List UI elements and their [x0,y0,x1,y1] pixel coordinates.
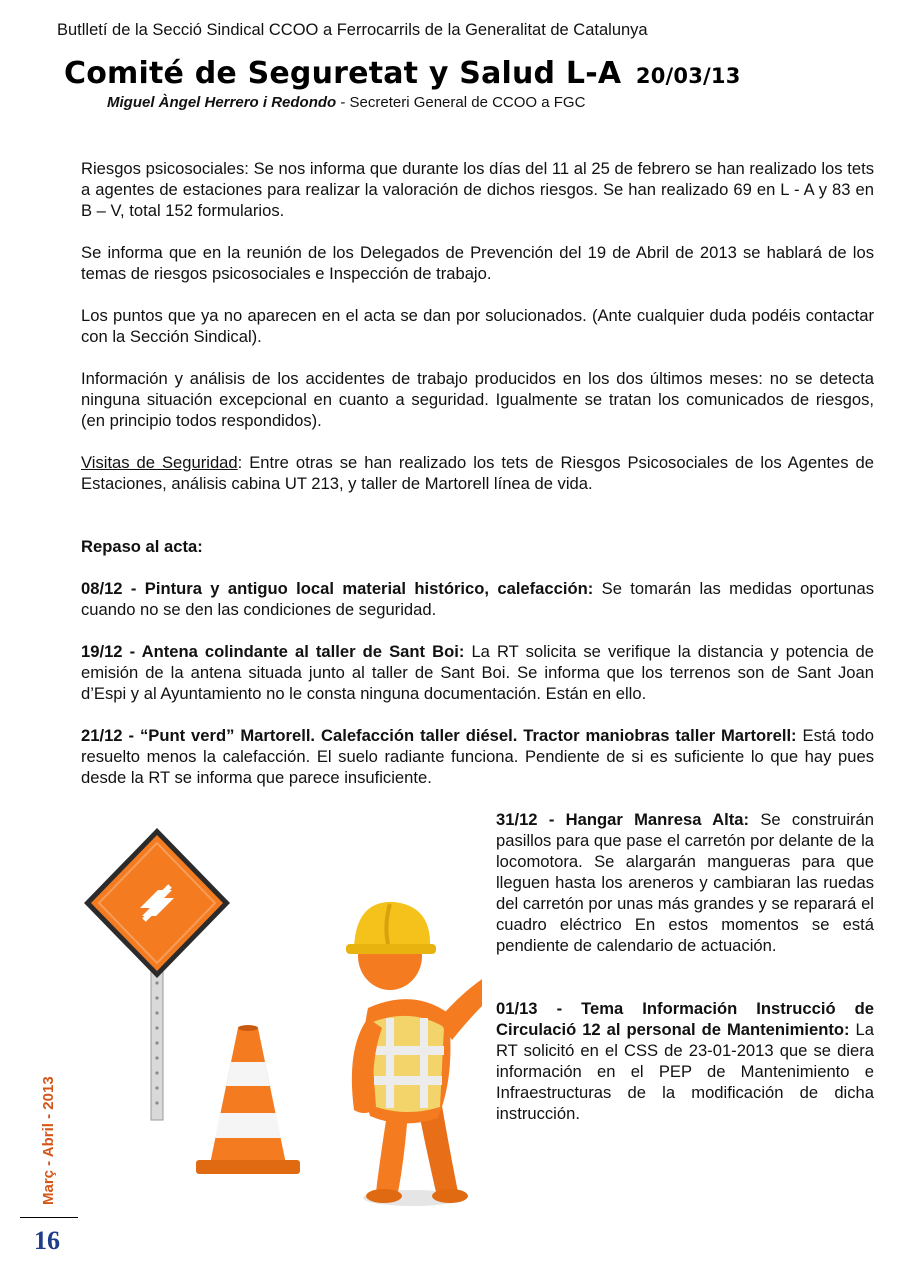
acta-item-head: 01/13 - Tema Información Instrucció de Circulació 12 al personal de Mantenimiento: [496,999,874,1039]
acta-item-3112 [496,809,874,956]
visits-label: Visitas de Seguridad [81,453,238,472]
repaso-heading: Repaso al acta: [81,537,203,556]
traffic-cone-icon [196,1025,300,1174]
acta-item-head: 19/12 - Antena colindante al taller de Sant Boi: [81,642,465,661]
worker-icon [346,902,482,1206]
issue-label: Març - Abril - 2013 [40,1076,57,1205]
paragraph-resolved: Los puntos que ya no aparecen en el acta se dan por solucionados. (Ante cualquier duda podéis contactar con la Sección Sindical). [81,306,874,346]
acta-item-head: 08/12 - Pintura y antiguo local material histórico, calefacción: [81,579,594,598]
paragraph-psychosocial: Riesgos psicosociales: Se nos informa que durante los días del 11 al 25 de febrero se han realizado los tets a agentes de estaciones para realizar la valoración de dichos riesgos. Se han realizado 69 en L - A y 83 en B – V, total 152 formularios. [81,159,874,220]
acta-item-text: Se tomarán las medidas oportunas cuando no se den las condiciones de seguridad. [81,579,874,619]
acta-item-text: La RT solicitó en el CSS de 23-01-2013 que se diera información en el PEP de Mantenimiento e Infraestructuras de la modificación de dicha instrucción. [496,1020,874,1123]
acta-item-1912 [81,641,874,704]
author-role: - Secreteri General de CCOO a FGC [336,94,586,111]
footer-divider [20,1217,78,1218]
title-text: Comité de Seguretat y Salud L-A [64,56,622,91]
acta-item-2112 [81,725,874,788]
paragraph-visits [81,452,874,494]
acta-item-text: Está todo resuelto menos la calefacción. El suelo radiante funciona. Pendiente de si es suficiente lo que hay pues desde la RT se informa que parece insuficiente. [81,726,874,787]
acta-item-head: 21/12 - “Punt verd” Martorell. Calefacción taller diésel. Tractor maniobras taller Martorell: [81,726,797,745]
acta-item-0113 [496,998,874,1124]
acta-item-text: La RT solicita se verifique la distancia y potencia de emisión de la antena situada junto al taller de Sant Boi. Se informa que los terrenos son de Sant Joan d’Espi y al Ayuntamiento no le consta ninguna documentación. Están en ello. [81,642,874,703]
paragraph-accidents: Información y análisis de los accidentes de trabajo producidos en los dos últimos meses: no se detecta ninguna situación excepcional en cuanto a seguridad. Igualmente se tratan los comunicados de riesgos, (en principio todos respondidos). [81,369,874,430]
title-date: 20/03/13 [635,64,741,88]
author-line [107,94,585,111]
author-name: Miguel Àngel Herrero i Redondo [107,94,337,111]
paragraph-meeting: Se informa que en la reunión de los Delegados de Prevención del 19 de Abril de 2013 se hablará de los temas de riesgos psicosociales e Inspección de trabajo. [81,243,874,283]
acta-item-0812 [81,578,874,620]
sign-post-icon [151,968,163,1120]
page-number: 16 [34,1226,60,1255]
acta-item-head: 31/12 - Hangar Manresa Alta: [496,810,750,829]
construction-illustration [78,808,482,1213]
visits-text: : Entre otras se han realizado los tets de Riesgos Psicosociales de los Agentes de Estaciones, análisis cabina UT 213, y taller de Martorell línea de vida. [81,453,875,493]
bulletin-header: Butlletí de la Secció Sindical CCOO a Ferrocarrils de la Generalitat de Catalunya [57,21,648,39]
warning-sign-icon [84,828,230,978]
page-title [64,56,741,91]
acta-item-text: Se construirán pasillos para que pase el carretón por delante de la locomotora. Se alargarán mangueras para que lleguen hasta los areneros y cambiaran las ruedas del carretón por unas más grandes y se reparará el cuadro eléctrico En estos momentos se está pendiente de calendario de actuación. [496,810,874,955]
